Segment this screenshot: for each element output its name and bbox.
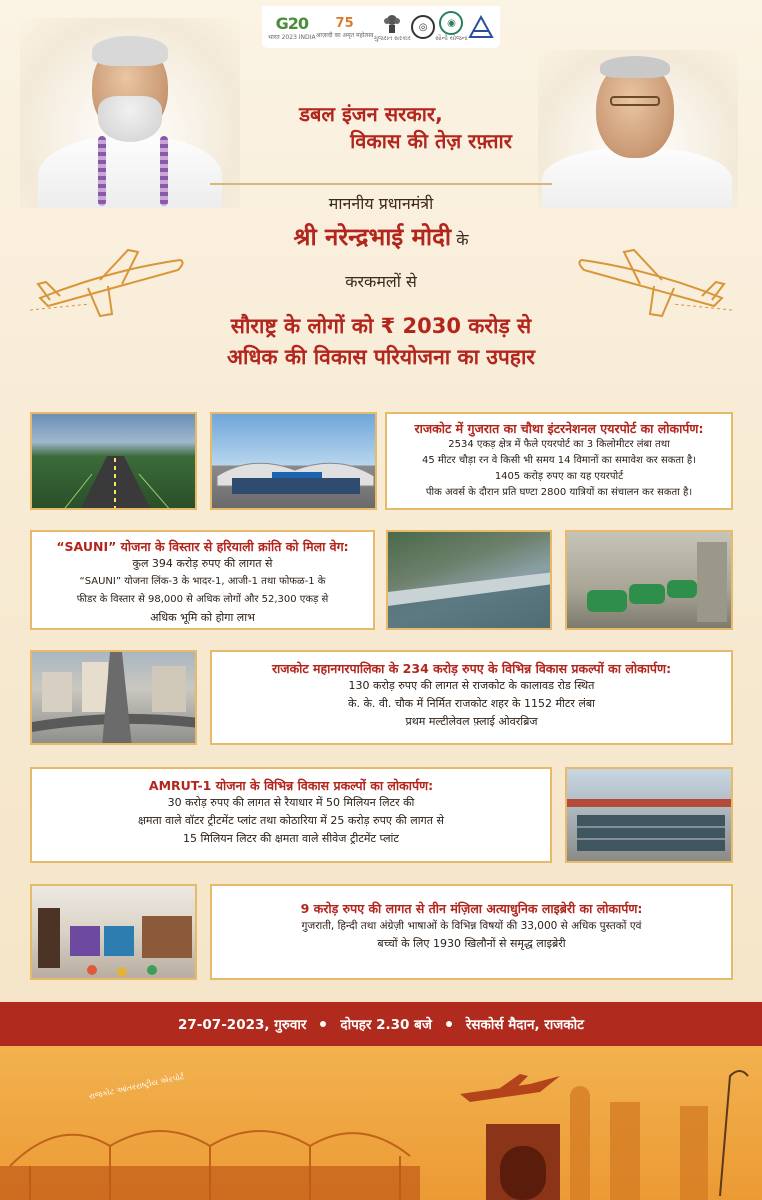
amrut-line-3: 15 मिलियन लिटर की क्षमता वाले सीवेज ट्रीटमेंट प्लांट: [183, 832, 399, 845]
skyline-illustration: [0, 1046, 762, 1200]
event-date: 27-07-2023, गुरुवार: [178, 1017, 307, 1033]
gujarat-logo-sub: ગુજરાત સરકાર: [373, 35, 411, 42]
airport-section: [385, 412, 733, 510]
pm-name: श्री नरेन्द्रभाई मोदी: [293, 223, 452, 251]
event-venue: रेसकोर्स मैदान, राजकोट: [465, 1017, 584, 1033]
municipal-line-1: 130 करोड़ रुपए की लागत से राजकोट के कालावड रोड स्थित: [348, 679, 595, 692]
g20-logo: [268, 14, 315, 41]
pm-name-suffix: के: [456, 230, 469, 249]
right-plane-illustration: [572, 240, 732, 320]
event-info-bar: [0, 1002, 762, 1046]
g20-logo-sub: भारत 2023 INDIA: [268, 33, 316, 41]
sauni-logo: [435, 11, 468, 43]
municipal-line-2: के. के. वी. चौक में निर्मित राजकोट शहर के 1152 मीटर लंबा: [348, 697, 595, 710]
intro-line-3: करकमलों से: [345, 272, 417, 291]
slogan-line-2: विकास की तेज़ रफ़्तार: [350, 129, 512, 153]
logo-bar: [262, 6, 500, 48]
g20-logo-text: G20: [275, 13, 308, 33]
separator-dot-icon: [446, 1021, 452, 1027]
sauni-title: “SAUNI” योजना के विस्तार से हरियाली क्रांति को मिला वेग:: [56, 539, 349, 554]
sauni-line-4: अधिक भूमि को होगा लाभ: [150, 611, 255, 624]
slogan-line-1: डबल इंजन सरकार,: [299, 102, 443, 126]
gift-line-2: अधिक की विकास परियोजना का उपहार: [227, 345, 535, 369]
library-photo: [30, 884, 197, 980]
event-time: दोपहर 2.30 बजे: [340, 1017, 432, 1033]
skyline-graphic: [0, 1046, 762, 1200]
airport-title: राजकोट में गुजरात का चौथा इंटरनेशनल एयरपोर्ट का लोकार्पण:: [414, 421, 704, 436]
sauni-line-2: “SAUNI” योजना लिंक-3 के भादर-1, आजी-1 तथा फोफळ-1 के: [79, 576, 326, 587]
intro-line-1: माननीय प्रधानमंत्री: [328, 194, 434, 213]
azadi-logo-sub: आज़ादी का अमृत महोत्सव: [315, 31, 374, 39]
amrut-title: AMRUT-1 योजना के विभिन्न विकास प्रकल्पों का लोकार्पण:: [148, 778, 434, 793]
municipal-section: [210, 650, 733, 745]
treatment-plant-photo: [565, 767, 733, 863]
amrut-line-2: क्षमता वाले वॉटर ट्रीटमेंट प्लांट तथा कोठारिया में 25 करोड़ रुपए की लागत से: [138, 814, 444, 827]
canal-photo: [386, 530, 552, 630]
sauni-section: [30, 530, 375, 630]
airport-line-2: 45 मीटर चौड़ा रन वे किसी भी समय 14 विमानों का समावेश कर सकता है।: [422, 455, 696, 466]
sauni-line-1: कुल 394 करोड़ रुपए की लागत से: [132, 557, 273, 570]
emblem-icon: [383, 11, 401, 35]
airport-sign-label: રાજકોટ આંતરરાષ્ટ્રીય એરપોર્ટ: [88, 1071, 186, 1102]
library-line-1: गुजराती, हिन्दी तथा अंग्रेज़ी भाषाओं के विभिन्न विषयों की 33,000 से अधिक पुस्तकों एवं: [301, 920, 642, 932]
seal-icon: ◎: [411, 15, 435, 39]
sauni-logo-sub: સૌની યોજના: [435, 35, 468, 42]
pump-station-photo: [565, 530, 733, 630]
airport-line-3: 1405 करोड़ रुपए का यह एयरपोर्ट: [494, 471, 624, 482]
library-line-2: बच्चों के लिए 1930 खिलौनों से समृद्ध लाइब्रेरी: [377, 937, 566, 950]
separator-dot-icon: [320, 1021, 326, 1027]
municipal-title: राजकोट महानगरपालिका के 234 करोड़ रुपए के विभिन्न विकास प्रकल्पों का लोकार्पण:: [271, 661, 672, 676]
library-title: 9 करोड़ रुपए की लागत से तीन मंज़िला अत्याधुनिक लाइब्रेरी का लोकार्पण:: [300, 901, 643, 916]
amrut-line-1: 30 करोड़ रुपए की लागत से रैयाधार में 50 मिलियन लिटर की: [167, 796, 415, 809]
runway-photo: [30, 412, 197, 510]
terminal-photo: [210, 412, 377, 510]
seal-logo: [411, 15, 435, 39]
airport-line-4: पीक अवर्स के दौरान प्रति घण्टा 2800 यात्रियों का संचालन कर सकता है।: [425, 487, 693, 498]
gift-line-1: सौराष्ट्र के लोगों को ₹ 2030 करोड़ से: [230, 314, 532, 338]
municipal-line-3: प्रथम मल्टीलेवल फ़्लाई ओवरब्रिज: [405, 715, 538, 728]
left-plane-illustration: [30, 240, 190, 320]
water-drop-icon: ◉: [439, 11, 463, 35]
azadi-logo-text: 75: [335, 15, 354, 31]
airport-authority-icon: [468, 15, 494, 39]
flyover-photo: [30, 650, 197, 745]
aai-logo: [468, 15, 494, 39]
library-section: [210, 884, 733, 980]
emblem-logo: [374, 11, 411, 43]
amrut-section: [30, 767, 552, 863]
header-divider: [210, 183, 552, 185]
sauni-line-3: फीडर के विस्तार से 98,000 से अधिक लोगों और 52,300 एकड़ से: [76, 594, 329, 605]
azadi-logo: [316, 16, 374, 39]
airport-line-1: 2534 एकड़ क्षेत्र में फैले एयरपोर्ट का 3 किलोमीटर लंबा तथा: [448, 439, 670, 450]
